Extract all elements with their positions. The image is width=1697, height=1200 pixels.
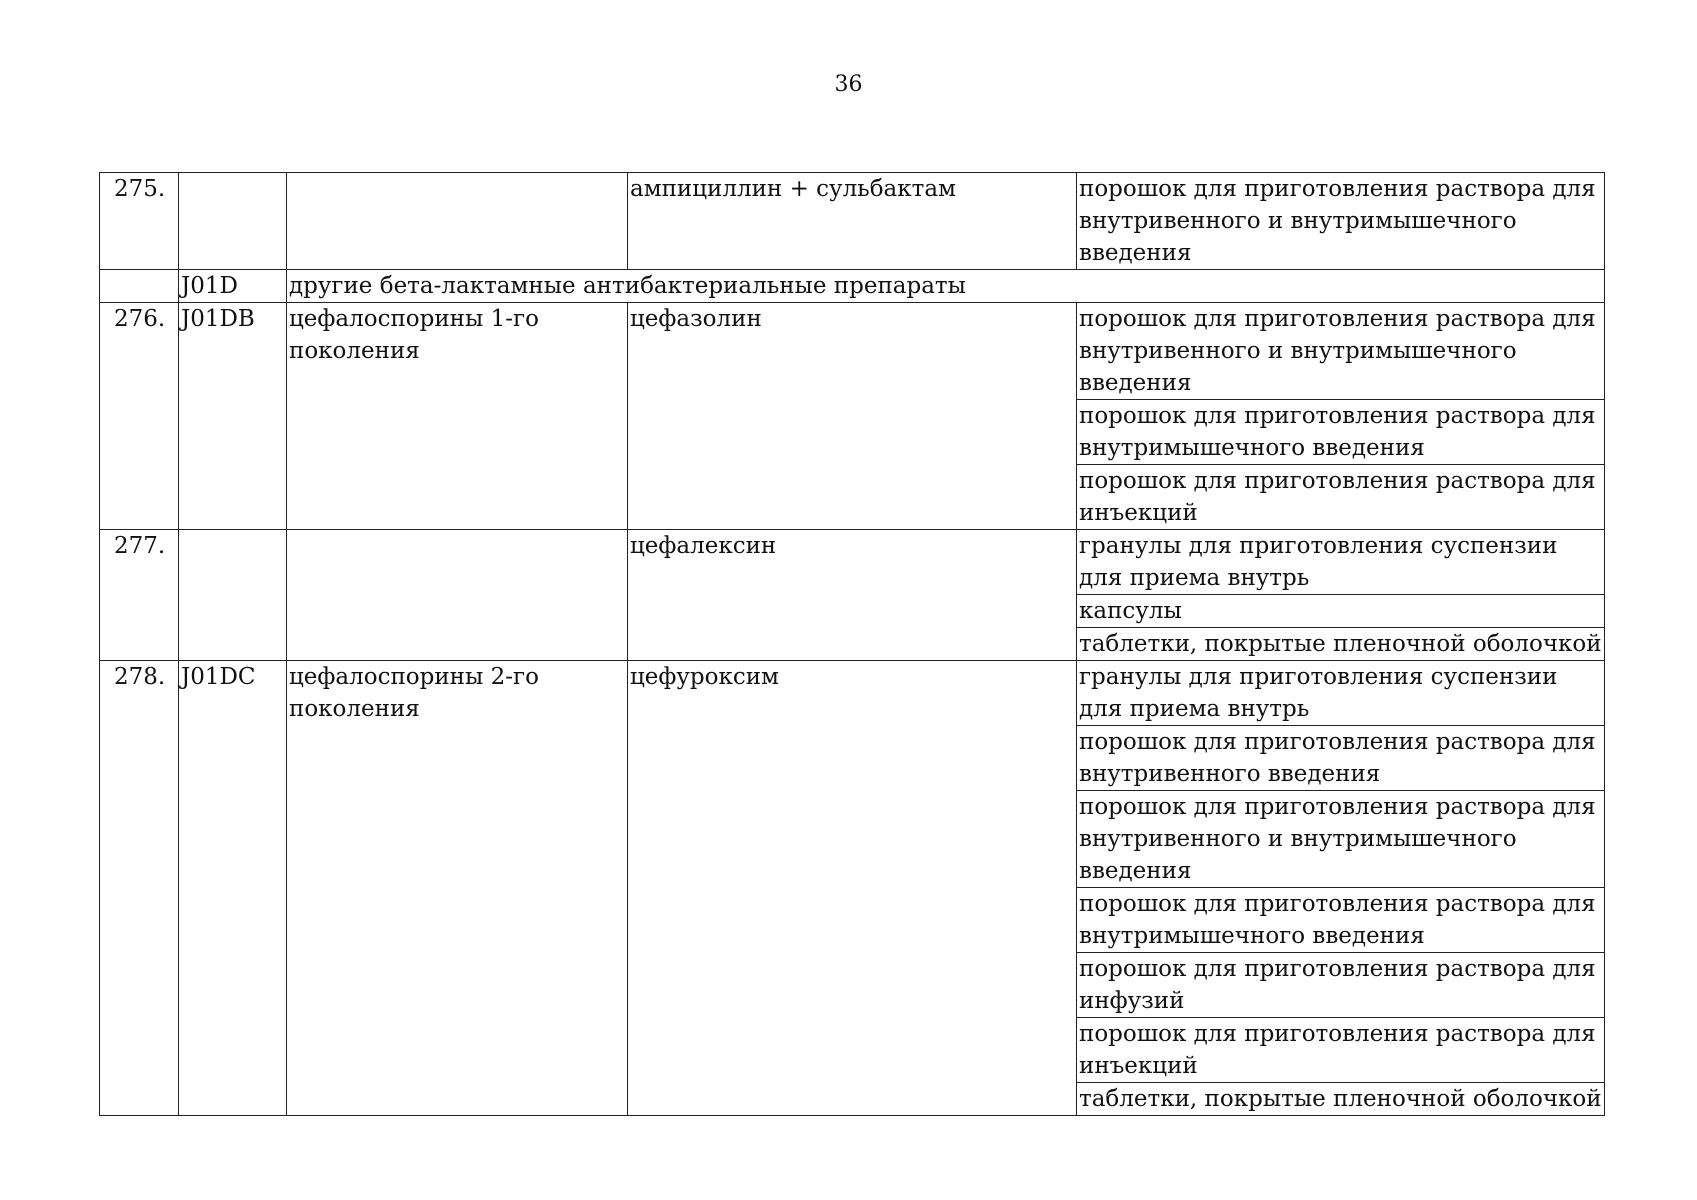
atc-code <box>179 173 287 270</box>
dosage-form: таблетки, покрытые пленочной оболочкой <box>1077 628 1605 661</box>
dosage-form: порошок для приготовления раствора для внутримышечного введения <box>1077 888 1605 953</box>
drug-name: цефалексин <box>628 530 1077 661</box>
group-name: цефалоспорины 2-го поколения <box>287 661 628 1116</box>
table-row <box>100 303 1605 400</box>
group-name: другие бета-лактамные антибактериальные препараты <box>287 270 1605 303</box>
dosage-form: порошок для приготовления раствора для инъекций <box>1077 1018 1605 1083</box>
atc-code: J01D <box>179 270 287 303</box>
atc-code: J01DC <box>179 661 287 1116</box>
dosage-form: порошок для приготовления раствора для инъекций <box>1077 465 1605 530</box>
row-number: 276. <box>100 303 179 530</box>
table-row <box>100 173 1605 270</box>
group-name: цефалоспорины 1-го поколения <box>287 303 628 530</box>
group-name <box>287 173 628 270</box>
dosage-form: порошок для приготовления раствора для внутривенного и внутримышечного введения <box>1077 303 1605 400</box>
dosage-form: гранулы для приготовления суспензии для приема внутрь <box>1077 530 1605 595</box>
group-name <box>287 530 628 661</box>
table-row <box>100 661 1605 726</box>
dosage-form: порошок для приготовления раствора для внутривенного введения <box>1077 726 1605 791</box>
table-row <box>100 270 1605 303</box>
atc-code <box>179 530 287 661</box>
drug-table <box>99 172 1605 1116</box>
dosage-form: порошок для приготовления раствора для инфузий <box>1077 953 1605 1018</box>
row-number: 275. <box>100 173 179 270</box>
dosage-form: капсулы <box>1077 595 1605 628</box>
row-number: 278. <box>100 661 179 1116</box>
table-row <box>100 530 1605 595</box>
dosage-form: таблетки, покрытые пленочной оболочкой <box>1077 1083 1605 1116</box>
drug-name: цефуроксим <box>628 661 1077 1116</box>
row-number: 277. <box>100 530 179 661</box>
drug-name: цефазолин <box>628 303 1077 530</box>
dosage-form: гранулы для приготовления суспензии для приема внутрь <box>1077 661 1605 726</box>
dosage-form: порошок для приготовления раствора для внутривенного и внутримышечного введения <box>1077 791 1605 888</box>
page-number: 36 <box>834 72 863 97</box>
drug-name: ампициллин + сульбактам <box>628 173 1077 270</box>
atc-code: J01DB <box>179 303 287 530</box>
dosage-form: порошок для приготовления раствора для внутривенного и внутримышечного введения <box>1077 173 1605 270</box>
dosage-form: порошок для приготовления раствора для внутримышечного введения <box>1077 400 1605 465</box>
